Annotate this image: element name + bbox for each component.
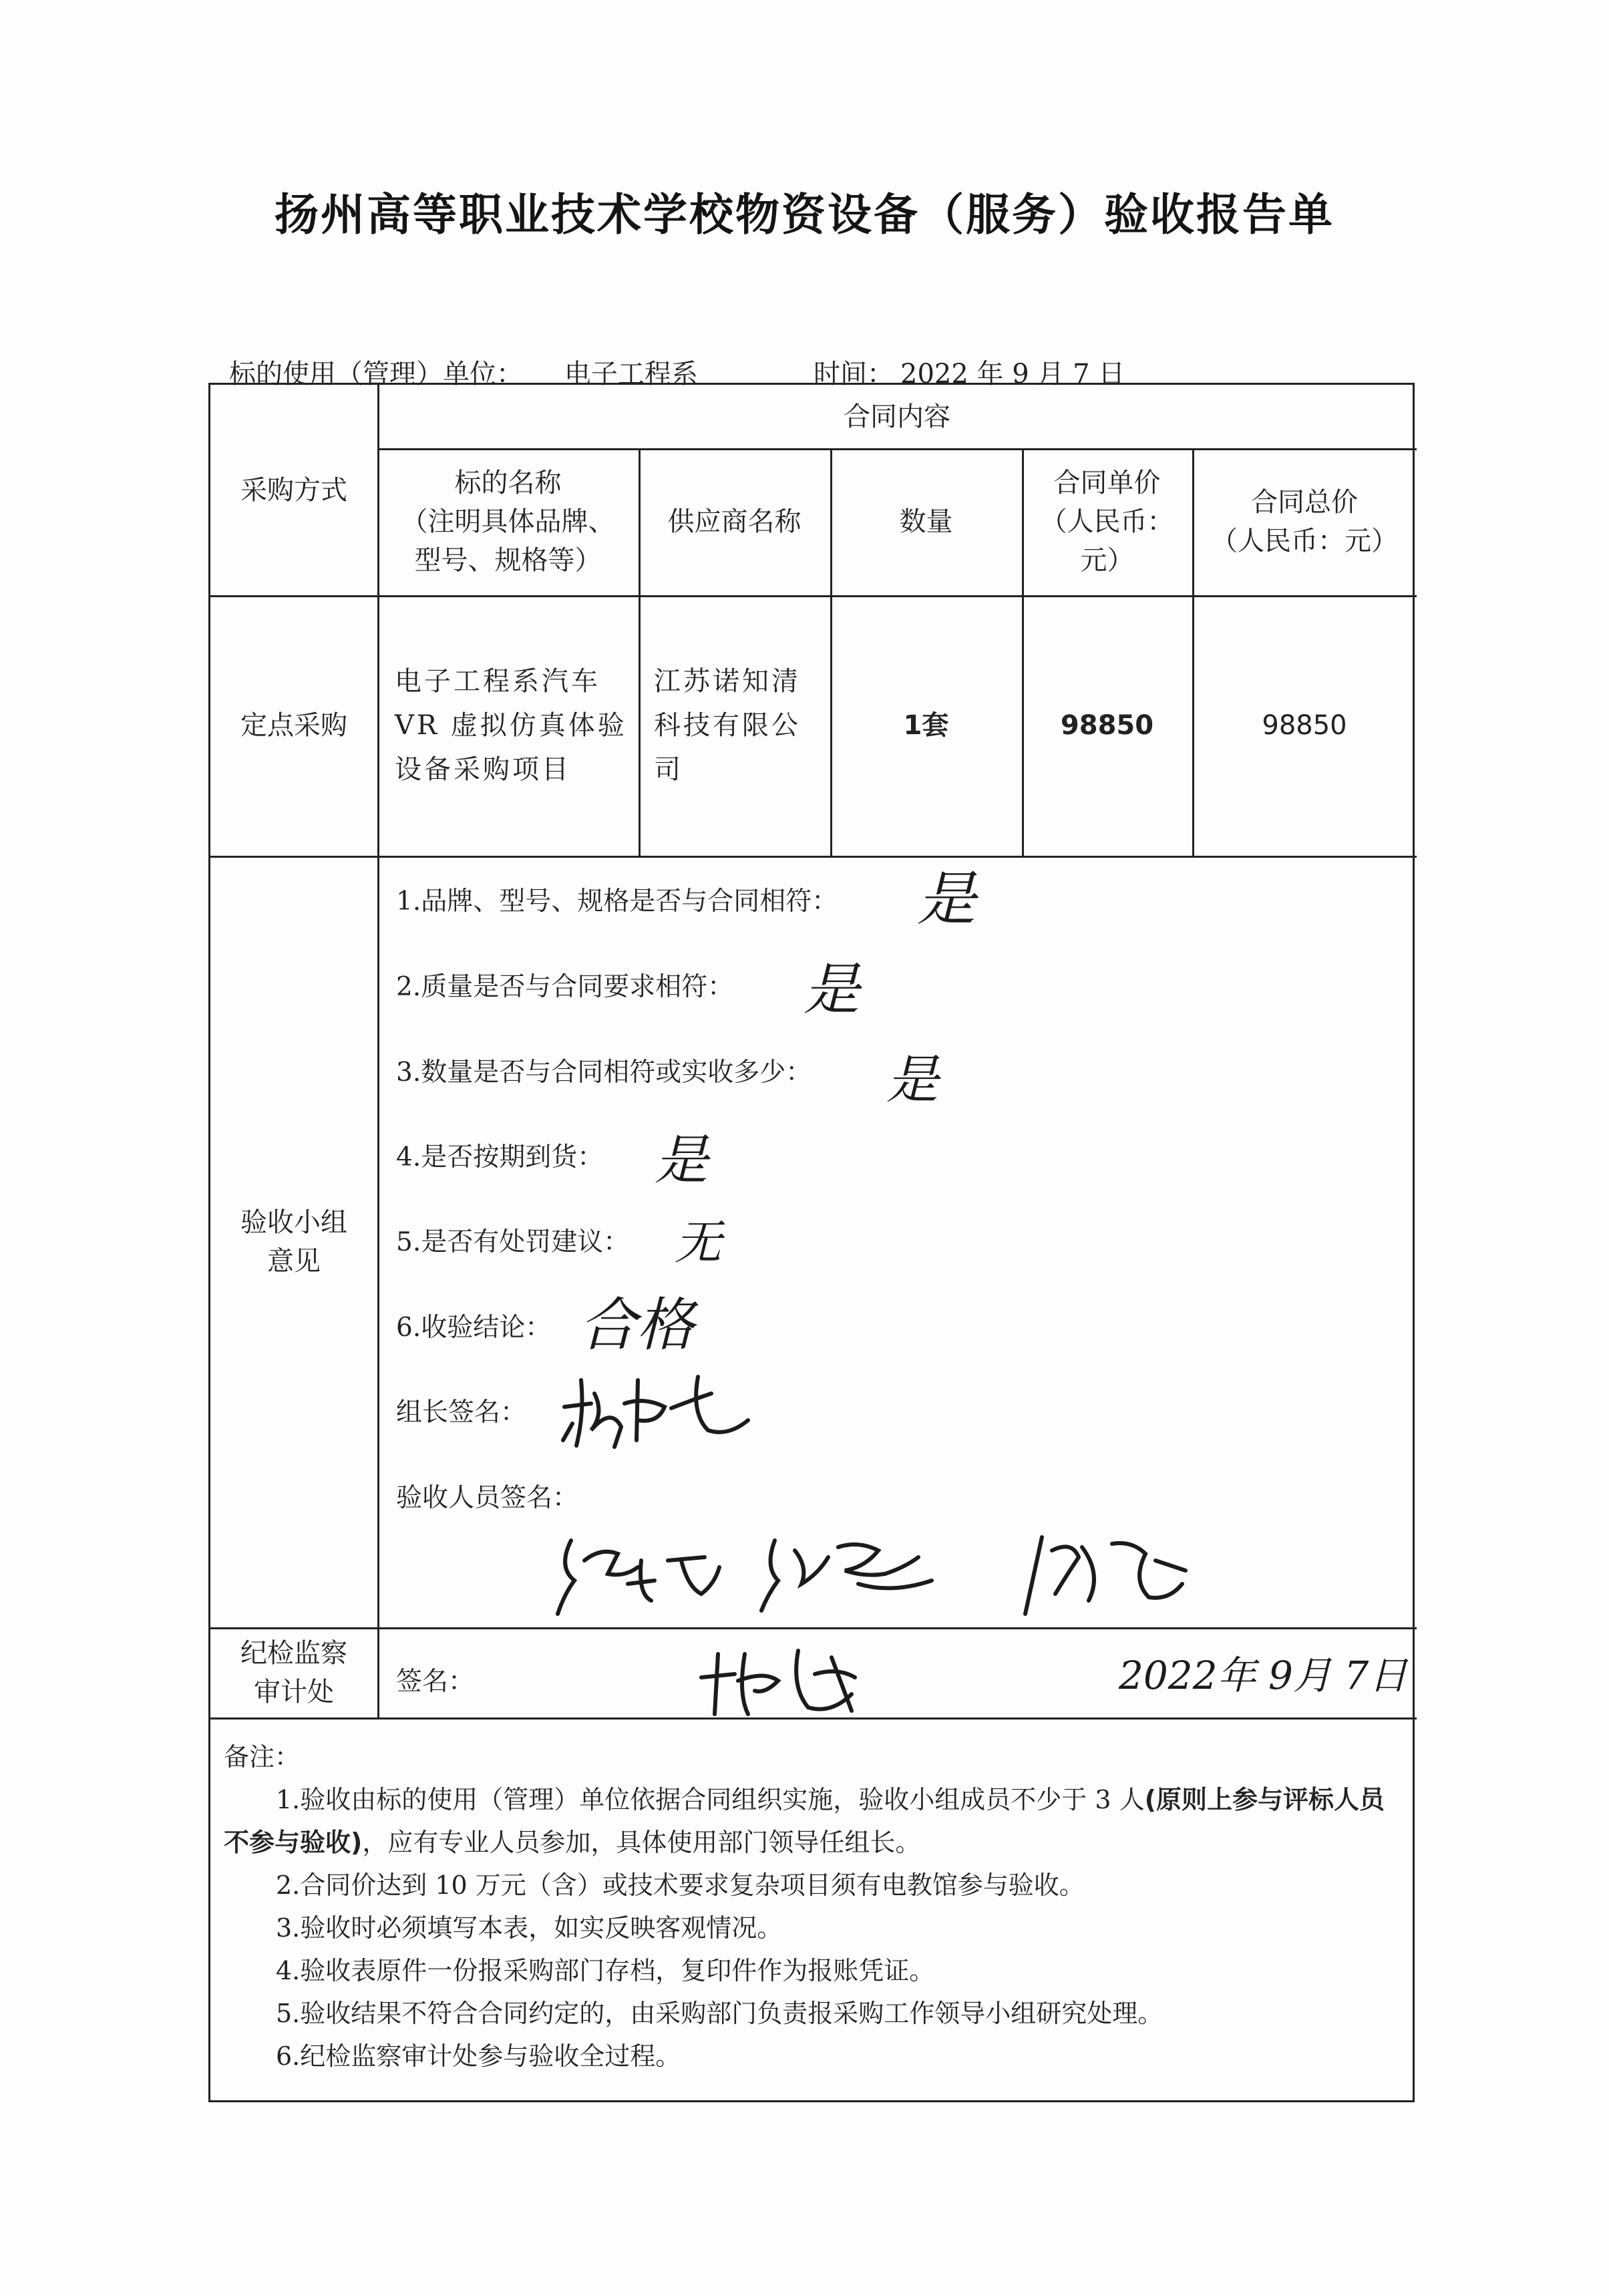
- supplier-value: 江苏诺知清 科技有限公 司: [654, 666, 801, 785]
- supervision-signature: [698, 1641, 898, 1721]
- note-item-1: [224, 1778, 1399, 1864]
- total-price-header: 合同总价 （人民币：元）: [1211, 487, 1398, 556]
- answer-quality: 是: [803, 957, 860, 1022]
- question-conclusion: 6.收验结论：: [396, 1313, 552, 1343]
- answer-on-time: 是: [655, 1129, 708, 1191]
- supervision-date: 2022年 9月 7日: [1119, 1653, 1408, 1698]
- question-brand: 1.品牌、型号、规格是否与合同相符：: [396, 886, 838, 917]
- supplier-header: 供应商名称: [667, 506, 801, 537]
- answer-brand: 是: [917, 864, 976, 933]
- inspector-signature-label: 验收人员签名：: [396, 1483, 579, 1513]
- total-price-value: 98850: [1262, 710, 1347, 741]
- quantity-header: 数量: [899, 506, 953, 537]
- inspector-signatures: [544, 1520, 1413, 1621]
- quantity-value: 1套: [903, 710, 949, 741]
- note-item-4: 4.验收表原件一份报采购部门存档，复印件作为报账凭证。: [276, 1956, 935, 1985]
- contract-content-header: 合同内容: [844, 401, 950, 432]
- question-quantity: 3.数量是否与合同相符或实收多少：: [396, 1057, 812, 1088]
- question-quality: 2.质量是否与合同要求相符：: [396, 972, 734, 1002]
- answer-conclusion: 合格: [579, 1292, 694, 1359]
- note-item-1-tail: ，应有专业人员参加，具体使用部门领导任组长。: [362, 1828, 921, 1857]
- note-item-1-emphasis: (原则上参与评标人员不参与验收): [224, 1785, 1385, 1857]
- question-on-time: 4.是否按期到货：: [396, 1142, 604, 1172]
- rule: [210, 1627, 1417, 1629]
- answer-quantity: 是: [886, 1050, 939, 1110]
- supervision-label: 纪检监察 审计处: [240, 1637, 347, 1707]
- leader-signature: [558, 1367, 771, 1454]
- leader-signature-label: 组长签名：: [396, 1398, 527, 1428]
- document-title: 扬州高等职业技术学校物资设备（服务）验收报告单: [275, 189, 1334, 240]
- item-name-header: 标的名称 （注明具体品牌、 型号、规格等）: [401, 468, 615, 576]
- acceptance-form-table: [208, 383, 1415, 2102]
- answer-penalty: 无: [675, 1215, 721, 1270]
- unit-value: 电子工程系: [564, 359, 698, 389]
- notes-heading: 备注：: [224, 1742, 301, 1772]
- note-item-5: 5.验收结果不符合合同约定的，由采购部门负责报采购工作领导小组研究处理。: [276, 1999, 1164, 2028]
- note-item-2: 2.合同价达到 10 万元（含）或技术要求复杂项目须有电教馆参与验收。: [276, 1870, 1085, 1900]
- unit-price-header: 合同单价 （人民币： 元）: [1040, 468, 1174, 576]
- note-item-6: 6.纪检监察审计处参与验收全过程。: [276, 2041, 681, 2071]
- unit-label: 标的使用（管理）单位：: [229, 359, 523, 389]
- notes-section: [224, 1736, 1399, 2078]
- note-item-3: 3.验收时必须填写本表，如实反映客观情况。: [276, 1913, 783, 1943]
- procurement-method-header: 采购方式: [240, 474, 347, 506]
- note-item-1-text: 1.验收由标的使用（管理）单位依据合同组织实施，验收小组成员不少于 3 人: [276, 1785, 1145, 1814]
- procurement-method-value: 定点采购: [240, 710, 347, 741]
- acceptance-label: 验收小组 意见: [240, 1206, 347, 1277]
- unit-price-value: 98850: [1060, 710, 1154, 741]
- time-label: 时间：: [814, 359, 894, 389]
- question-penalty: 5.是否有处罚建议：: [396, 1227, 630, 1257]
- time-value: 2022 年 9 月 7 日: [900, 359, 1125, 389]
- rule: [210, 856, 1417, 858]
- item-name-value: 电子工程系汽车 VR 虚拟仿真体验 设备采购项目: [395, 666, 627, 785]
- supervision-sign-label: 签名：: [396, 1667, 475, 1697]
